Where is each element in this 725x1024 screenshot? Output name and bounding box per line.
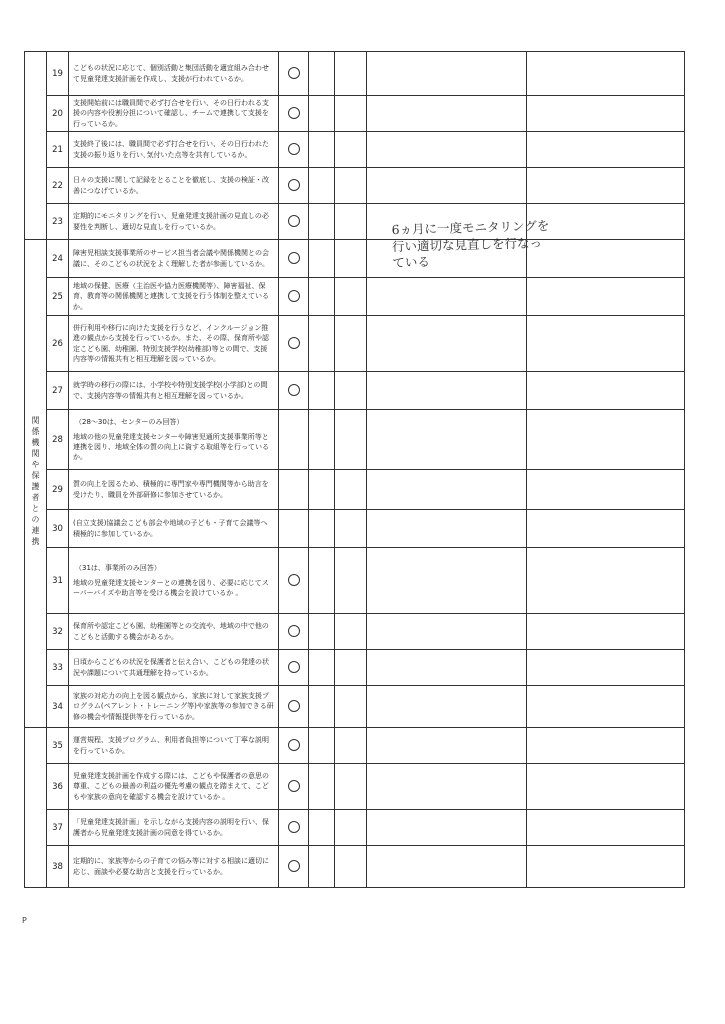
question-text: 定期的に、家族等からの子育ての悩み等に対する相談に適切に応じ、面談や必要な助言と支援を行っているか。 <box>73 857 269 876</box>
question-cell <box>69 686 279 728</box>
status-comment-cell[interactable] <box>367 810 527 846</box>
answer-cell[interactable] <box>335 548 367 614</box>
yes-column-cell[interactable] <box>279 316 309 372</box>
question-text: 就学時の移行の際には、小学校や特別支援学校(小学部)との間で、支援内容等の情報共有と相互理解を図っているか。 <box>73 381 268 400</box>
circle-mark-icon <box>288 821 300 833</box>
table-row <box>25 510 685 548</box>
improvement-cell[interactable] <box>527 548 685 614</box>
answer-cell[interactable] <box>309 810 335 846</box>
answer-cell[interactable] <box>335 764 367 810</box>
answer-cell[interactable] <box>309 470 335 510</box>
improvement-cell[interactable] <box>527 510 685 548</box>
question-text: 地域の児童発達支援センターとの連携を図り、必要に応じてスーパーバイズや助言等を受ける機会を設けているか 。 <box>73 578 269 598</box>
answer-cell[interactable] <box>335 240 367 278</box>
question-cell <box>69 410 279 470</box>
item-number: 19 <box>47 52 69 96</box>
question-cell <box>69 372 279 410</box>
circle-mark-icon <box>288 337 300 349</box>
answer-cell[interactable] <box>335 372 367 410</box>
improvement-cell[interactable] <box>527 650 685 686</box>
question-text: 定期的にモニタリングを行い、児童発達支援計画の見直しの必要性を判断し、適切な見直しを行っているか。 <box>73 212 269 231</box>
yes-column-cell[interactable] <box>279 132 309 168</box>
table-row <box>25 810 685 846</box>
question-text: 「児童発達支援計画」を示しながら支援内容の説明を行い、保護者から児童発達支援計画の同意を得ているか。 <box>73 818 269 837</box>
question-cell <box>69 846 279 888</box>
item-number: 37 <box>47 810 69 846</box>
yes-column-cell[interactable] <box>279 410 309 470</box>
handwritten-note: 6ヵ月に一度モニタリングを行い適切な見直しを行なっている <box>391 217 550 271</box>
question-cell <box>69 96 279 132</box>
item-number: 26 <box>47 316 69 372</box>
item-number: 30 <box>47 510 69 548</box>
question-cell <box>69 614 279 650</box>
improvement-cell[interactable] <box>527 810 685 846</box>
item-number: 20 <box>47 96 69 132</box>
question-text: こどもの状況に応じて、個別活動と集団活動を適宜組み合わせて児童発達支援計画を作成し、支援が行われているか。 <box>73 64 269 83</box>
question-text: 支援開始前には職員間で必ず打合せを行い、その日行われる支援の内容や役割分担について確認し、チームで連携して支援を行っているか。 <box>73 99 269 128</box>
question-text: 日頃からこどもの状況を保護者と伝え合い、こどもの発達の状況や課題について共通理解を持っているか。 <box>73 658 269 677</box>
question-text: 保育所や認定こども園、幼稚園等との交流や、地域の中で他のこどもと活動する機会があるか。 <box>73 622 269 641</box>
yes-column-cell[interactable] <box>279 168 309 204</box>
table-row <box>25 204 685 240</box>
question-cell <box>69 168 279 204</box>
answer-cell[interactable] <box>335 168 367 204</box>
table-row <box>25 372 685 410</box>
status-comment-cell[interactable] <box>367 410 527 470</box>
circle-mark-icon <box>288 67 300 79</box>
answer-cell[interactable] <box>335 52 367 96</box>
circle-mark-icon <box>288 574 300 586</box>
table-row <box>25 52 685 96</box>
yes-column-cell[interactable] <box>279 764 309 810</box>
table-row <box>25 614 685 650</box>
status-comment-cell[interactable] <box>367 52 527 96</box>
answer-cell[interactable] <box>309 278 335 316</box>
answer-cell[interactable] <box>335 728 367 764</box>
item-number: 22 <box>47 168 69 204</box>
answer-cell[interactable] <box>309 204 335 240</box>
item-number: 23 <box>47 204 69 240</box>
answer-cell[interactable] <box>335 132 367 168</box>
yes-column-cell[interactable] <box>279 510 309 548</box>
item-number: 27 <box>47 372 69 410</box>
question-text: 質の向上を図るため、積極的に専門家や専門機関等から助言を受けたり、職員を外部研修に参加させているか。 <box>73 480 269 499</box>
answer-cell[interactable] <box>309 52 335 96</box>
table-row <box>25 728 685 764</box>
yes-column-cell[interactable] <box>279 96 309 132</box>
question-cell <box>69 278 279 316</box>
item-number: 29 <box>47 470 69 510</box>
category-cell-support <box>25 52 47 240</box>
question-cell <box>69 764 279 810</box>
answer-cell[interactable] <box>309 650 335 686</box>
question-cell <box>69 52 279 96</box>
table-body <box>25 52 685 888</box>
yes-column-cell[interactable] <box>279 372 309 410</box>
question-text: 地域の保健、医療（主治医や協力医療機関等）、障害福祉、保育、教育等の関係機関と連携して支援を行う体制を整えているか。 <box>73 282 269 311</box>
question-cell <box>69 240 279 278</box>
evaluation-table <box>24 51 685 888</box>
circle-mark-icon <box>288 625 300 637</box>
improvement-cell[interactable] <box>527 168 685 204</box>
improvement-cell[interactable] <box>527 614 685 650</box>
status-comment-cell[interactable] <box>367 96 527 132</box>
improvement-cell[interactable] <box>527 410 685 470</box>
item-number: 38 <box>47 846 69 888</box>
circle-mark-icon <box>288 739 300 751</box>
status-comment-cell[interactable] <box>367 470 527 510</box>
improvement-cell[interactable] <box>527 316 685 372</box>
status-comment-cell[interactable] <box>367 650 527 686</box>
yes-column-cell[interactable] <box>279 846 309 888</box>
answer-cell[interactable] <box>309 372 335 410</box>
status-comment-cell[interactable] <box>367 316 527 372</box>
question-cell <box>69 810 279 846</box>
table-row <box>25 410 685 470</box>
answer-cell[interactable] <box>335 410 367 470</box>
item-number: 24 <box>47 240 69 278</box>
question-cell <box>69 510 279 548</box>
yes-column-cell[interactable] <box>279 278 309 316</box>
question-text: 地域の他の児童発達支援センターや障害児通所支援事業所等と連携を図り、地域全体の質の向上に資する取組等を行っているか。 <box>73 432 269 462</box>
answer-cell[interactable] <box>335 316 367 372</box>
answer-cell[interactable] <box>309 548 335 614</box>
question-cell <box>69 650 279 686</box>
item-number: 25 <box>47 278 69 316</box>
circle-mark-icon <box>288 252 300 264</box>
circle-mark-icon <box>288 215 300 227</box>
status-comment-cell[interactable] <box>367 278 527 316</box>
table-row <box>25 168 685 204</box>
answer-cell[interactable] <box>335 614 367 650</box>
item-number: 31 <box>47 548 69 614</box>
yes-column-cell[interactable] <box>279 728 309 764</box>
status-comment-cell[interactable] <box>367 764 527 810</box>
answer-cell[interactable] <box>335 96 367 132</box>
improvement-cell[interactable] <box>527 278 685 316</box>
table-row <box>25 278 685 316</box>
answer-cell[interactable] <box>309 96 335 132</box>
table-row <box>25 686 685 728</box>
improvement-cell[interactable] <box>527 132 685 168</box>
yes-column-cell[interactable] <box>279 240 309 278</box>
circle-mark-icon <box>288 700 300 712</box>
table-row <box>25 764 685 810</box>
status-comment-cell[interactable] <box>367 548 527 614</box>
table-row <box>25 316 685 372</box>
improvement-cell[interactable] <box>527 764 685 810</box>
circle-mark-icon <box>288 107 300 119</box>
table-row <box>25 548 685 614</box>
yes-column-cell[interactable] <box>279 614 309 650</box>
improvement-cell[interactable] <box>527 846 685 888</box>
corner-mark: P <box>22 916 27 925</box>
category-cell-explanation <box>25 728 47 888</box>
question-text: (自立支援)協議会こども部会や地域の子ども・子育て会議等へ積極的に参加しているか。 <box>73 519 268 538</box>
answer-cell[interactable] <box>309 410 335 470</box>
answer-cell[interactable] <box>335 510 367 548</box>
status-comment-cell[interactable] <box>367 372 527 410</box>
improvement-cell[interactable] <box>527 372 685 410</box>
yes-column-cell[interactable] <box>279 686 309 728</box>
question-text: 運営規程、支援プログラム、利用者負担等について丁寧な説明を行っているか。 <box>73 736 269 755</box>
question-cell <box>69 316 279 372</box>
improvement-cell[interactable] <box>527 96 685 132</box>
answer-scope-note: （31は、事業所のみ回答） <box>75 563 161 572</box>
answer-cell[interactable] <box>335 686 367 728</box>
table-row <box>25 132 685 168</box>
table-row <box>25 96 685 132</box>
table-row <box>25 650 685 686</box>
question-cell <box>69 548 279 614</box>
question-text: 家族の対応力の向上を図る観点から、家族に対して家族支援プログラム(ペアレント・トレーニング等)や家族等の参加できる研修の機会や情報提供等を行っているか。 <box>73 692 274 721</box>
answer-cell[interactable] <box>335 810 367 846</box>
answer-cell[interactable] <box>309 316 335 372</box>
circle-mark-icon <box>288 384 300 396</box>
yes-column-cell[interactable] <box>279 650 309 686</box>
answer-cell[interactable] <box>335 650 367 686</box>
circle-mark-icon <box>288 290 300 302</box>
table-row <box>25 846 685 888</box>
answer-cell[interactable] <box>309 168 335 204</box>
answer-cell[interactable] <box>309 240 335 278</box>
item-number: 36 <box>47 764 69 810</box>
circle-mark-icon <box>288 780 300 792</box>
status-comment-cell[interactable] <box>367 614 527 650</box>
answer-cell[interactable] <box>335 204 367 240</box>
yes-column-cell[interactable] <box>279 470 309 510</box>
answer-cell[interactable] <box>335 470 367 510</box>
question-cell <box>69 470 279 510</box>
answer-cell[interactable] <box>309 846 335 888</box>
item-number: 33 <box>47 650 69 686</box>
improvement-cell[interactable] <box>527 686 685 728</box>
item-number: 28 <box>47 410 69 470</box>
status-comment-cell[interactable] <box>367 686 527 728</box>
yes-column-cell[interactable] <box>279 548 309 614</box>
category-label: 関係機関や保護者との連携 <box>31 415 40 548</box>
table-row <box>25 240 685 278</box>
question-text: 支援終了後には、職員間で必ず打合せを行い、その日行われた支援の振り返りを行い､気付いた点等を共有しているか。 <box>73 140 269 159</box>
circle-mark-icon <box>288 179 300 191</box>
improvement-cell[interactable] <box>527 470 685 510</box>
question-text: 日々の支援に関して記録をとることを徹底し、支援の検証・改善につなげているか。 <box>73 176 269 195</box>
question-text: 併行利用や移行に向けた支援を行うなど、インクルージョン推進の観点から支援を行っているか。また、その際、保育所や認定こども園、幼稚園、特別支援学校(幼稚部)等との間で、支援内容等の情報共有と相互理解を図っているか。 <box>73 324 269 363</box>
status-comment-cell[interactable] <box>367 728 527 764</box>
yes-column-cell[interactable] <box>279 204 309 240</box>
table-row <box>25 470 685 510</box>
question-cell <box>69 204 279 240</box>
category-cell-relations <box>25 240 47 728</box>
yes-column-cell[interactable] <box>279 52 309 96</box>
status-comment-cell[interactable] <box>367 510 527 548</box>
answer-cell[interactable] <box>335 846 367 888</box>
improvement-cell[interactable] <box>527 52 685 96</box>
item-number: 32 <box>47 614 69 650</box>
item-number: 35 <box>47 728 69 764</box>
answer-cell[interactable] <box>309 614 335 650</box>
status-comment-cell[interactable] <box>367 846 527 888</box>
answer-cell[interactable] <box>309 728 335 764</box>
yes-column-cell[interactable] <box>279 810 309 846</box>
item-number: 21 <box>47 132 69 168</box>
circle-mark-icon <box>288 860 300 872</box>
answer-cell[interactable] <box>309 764 335 810</box>
answer-scope-note: （28～30は、センターのみ回答） <box>75 417 184 426</box>
status-comment-cell[interactable] <box>367 132 527 168</box>
answer-cell[interactable] <box>309 132 335 168</box>
item-number: 34 <box>47 686 69 728</box>
question-text: 児童発達支援計画を作成する際には、こどもや保護者の意思の尊重、こどもの最善の利益の優先考慮の観点を踏まえて、こどもや家族の意向を確認する機会を設けているか 。 <box>73 772 269 801</box>
question-cell <box>69 132 279 168</box>
status-comment-cell[interactable] <box>367 168 527 204</box>
answer-cell[interactable] <box>309 510 335 548</box>
question-cell <box>69 728 279 764</box>
circle-mark-icon <box>288 661 300 673</box>
circle-mark-icon <box>288 143 300 155</box>
answer-cell[interactable] <box>335 278 367 316</box>
improvement-cell[interactable] <box>527 728 685 764</box>
answer-cell[interactable] <box>309 686 335 728</box>
question-text: 障害児相談支援事業所のサービス担当者会議や関係機関との会議に、そのこどもの状況をよく理解した者が参画しているか。 <box>73 249 269 268</box>
